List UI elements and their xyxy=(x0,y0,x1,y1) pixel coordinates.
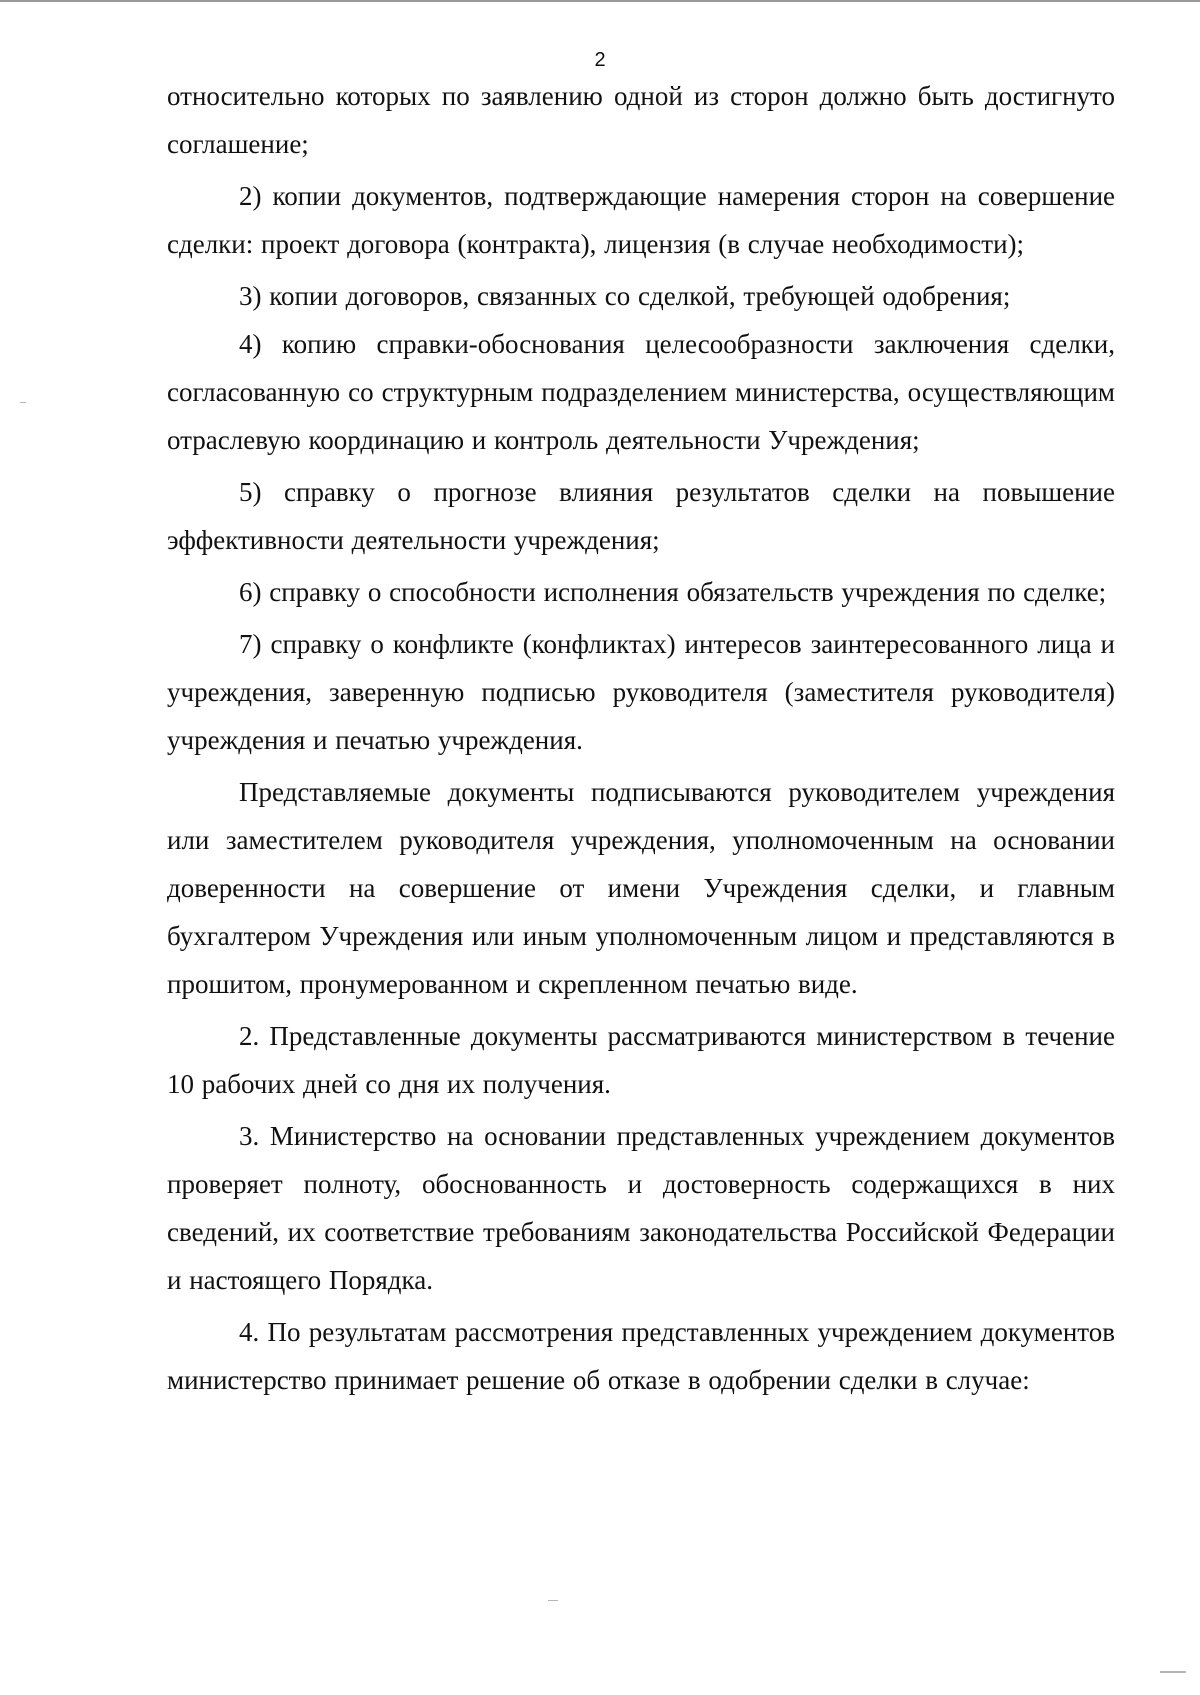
paragraph-continuation: относительно которых по заявлению одной из сторон должно быть достигнуто соглашение; xyxy=(167,81,1115,159)
document-body xyxy=(167,72,1115,1404)
page-number: 2 xyxy=(594,49,606,71)
clause-4: 4. По результатам рассмотрения представленных учреждением документов министерство принимает решение об отказе в одобрении сделки в случае: xyxy=(167,1317,1115,1395)
list-item-7: 7) справку о конфликте (конфликтах) интересов заинтересованного лица и учреждения, заверенную подписью руководителя (заместителя руководителя) учреждения и печатью учреждения. xyxy=(167,629,1115,755)
list-item-3: 3) копии договоров, связанных со сделкой, требующей одобрения; xyxy=(239,281,1011,311)
list-item-4: 4) копию справки-обоснования целесообразности заключения сделки, согласованную со структурным подразделением министерства, осуществляющим отраслевую координацию и контроль деятельности Учреждения; xyxy=(167,329,1115,455)
list-item-5: 5) справку о прогнозе влияния результатов сделки на повышение эффективности деятельности учреждения; xyxy=(167,477,1115,555)
paragraph-signing: Представляемые документы подписываются руководителем учреждения или заместителем руководителя учреждения, уполномоченным на основании доверенности на совершение от имени Учреждения сделки, и главным бухгалтером Учреждения или иным уполномоченным лицом и представляются в прошитом, пронумерованном и скрепленном печатью виде. xyxy=(167,777,1115,999)
scan-mark-right xyxy=(1160,1671,1186,1673)
scan-speck-bottom xyxy=(548,1600,558,1601)
clause-2: 2. Представленные документы рассматриваются министерством в течение 10 рабочих дней со дня их получения. xyxy=(167,1021,1115,1099)
clause-3: 3. Министерство на основании представленных учреждением документов проверяет полноту, обоснованность и достоверность содержащихся в них сведений, их соответствие требованиям законодательства Российской Федерации и настоящего Порядка. xyxy=(167,1121,1115,1295)
scan-top-edge xyxy=(0,0,1200,2)
list-item-2: 2) копии документов, подтверждающие намерения сторон на совершение сделки: проект договора (контракта), лицензия (в случае необходимости); xyxy=(167,181,1115,259)
list-item-6: 6) справку о способности исполнения обязательств учреждения по сделке; xyxy=(239,577,1107,607)
scan-speck-left xyxy=(20,402,26,403)
